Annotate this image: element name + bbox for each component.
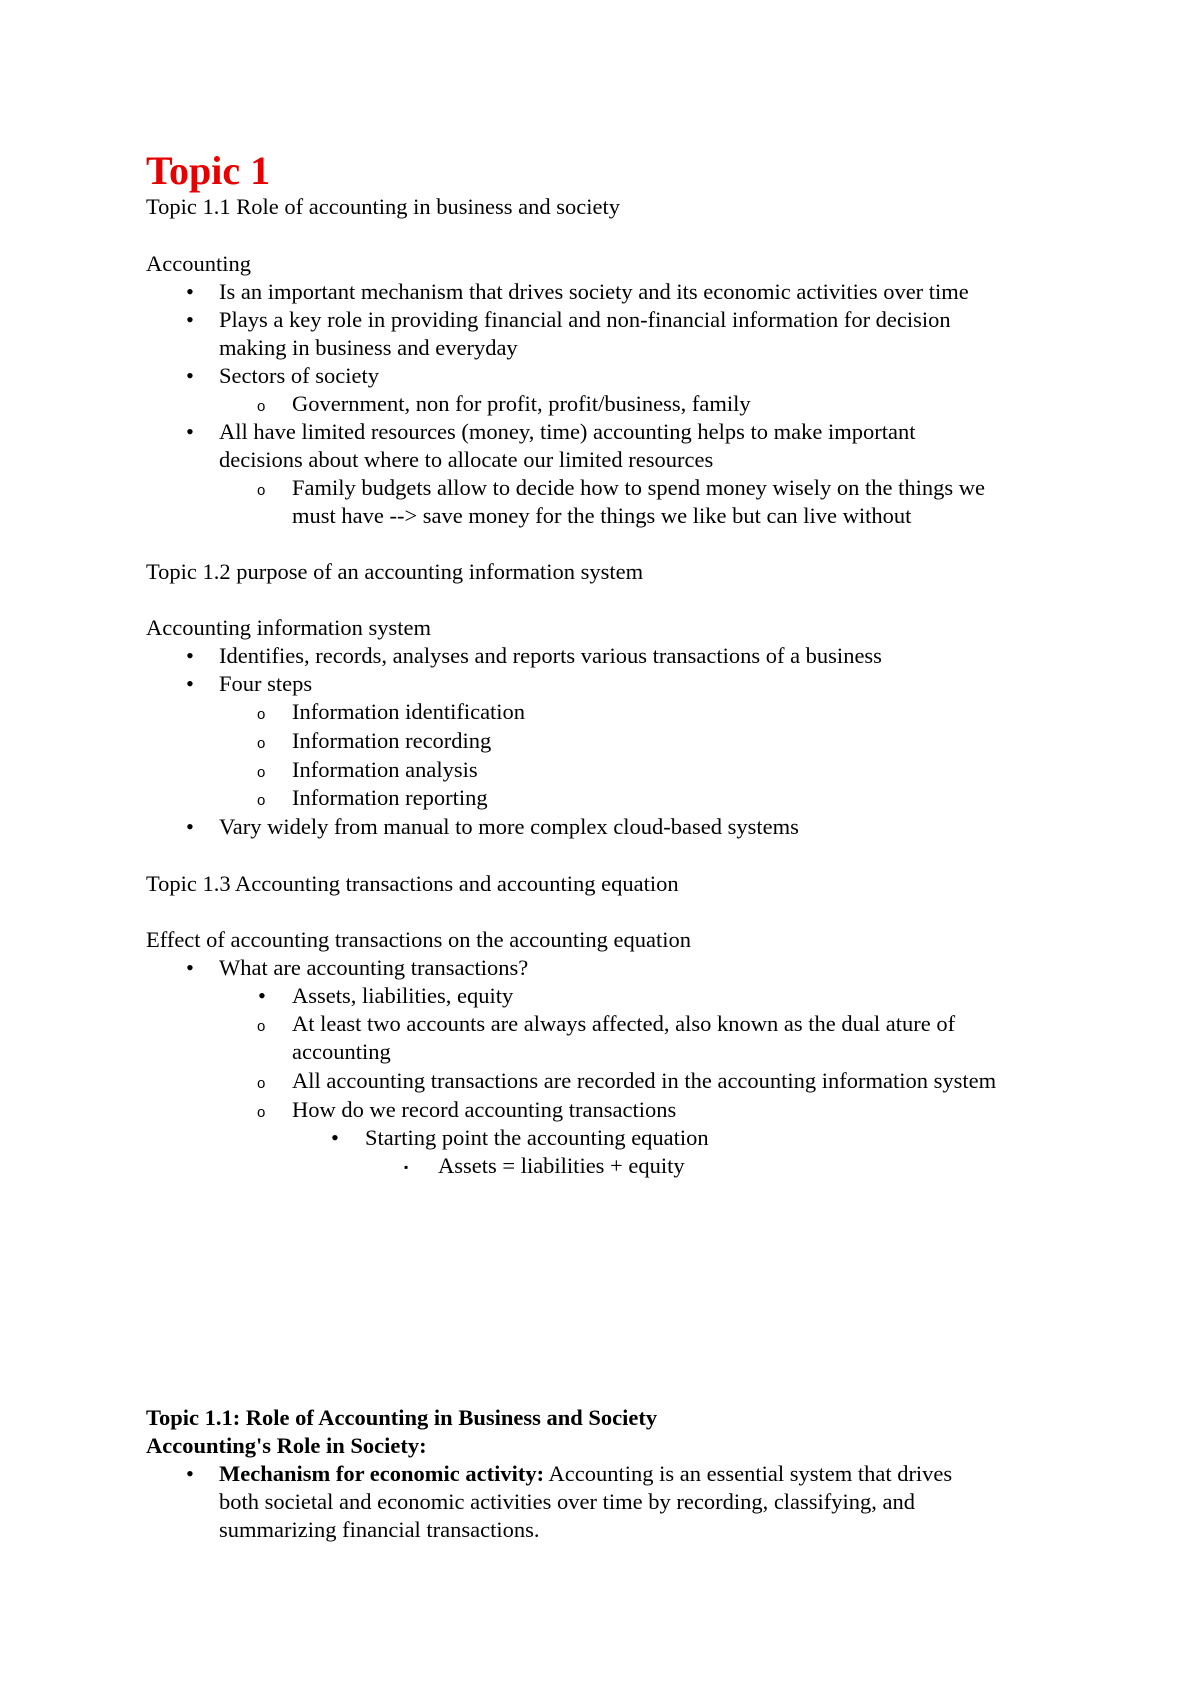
bullet-icon <box>186 418 194 446</box>
section-label: Accounting <box>146 251 251 276</box>
sub-bullet-icon: o <box>257 735 266 752</box>
list-item: Is an important mechanism that drives society and its economic activities over time <box>219 279 969 304</box>
sub-sub-list-item: Starting point the accounting equation <box>365 1125 709 1150</box>
sub-bullet-icon: o <box>257 706 266 723</box>
square-bullet-icon: ▪ <box>404 1160 409 1174</box>
sub-bullet-icon: o <box>257 1075 266 1092</box>
sub-list-item: At least two accounts are always affected, also known as the dual ature of <box>292 1011 956 1036</box>
sub-list-item: Assets, liabilities, equity <box>292 983 514 1008</box>
bullet-icon <box>258 982 266 1010</box>
section-label: Accounting information system <box>146 615 431 640</box>
sub-list-item: Information identification <box>292 699 526 724</box>
sub-bullet-icon: o <box>257 1104 266 1121</box>
list-item-text: Accounting is an essential system that drives <box>544 1461 953 1486</box>
sub-list-item-continuation: must have --> save money for the things we like but can live without <box>292 503 912 528</box>
list-item-continuation: both societal and economic activities over time by recording, classifying, and <box>219 1489 916 1514</box>
list-item: Sectors of society <box>219 363 379 388</box>
list-item: All have limited resources (money, time) accounting helps to make important <box>219 419 916 444</box>
sub-list-item: Information recording <box>292 728 492 753</box>
bullet-icon <box>186 306 194 334</box>
bullet-icon <box>331 1124 339 1152</box>
bullet-icon <box>186 642 194 670</box>
sub-list-item: Family budgets allow to decide how to spend money wisely on the things we <box>292 475 986 500</box>
list-item-continuation: making in business and everyday <box>219 335 518 360</box>
bullet-icon <box>186 362 194 390</box>
sub-list-item: Information reporting <box>292 785 488 810</box>
section-heading: Topic 1.1: Role of Accounting in Business and Society <box>146 1405 658 1430</box>
section-heading: Topic 1.2 purpose of an accounting information system <box>146 559 644 584</box>
list-item-continuation: summarizing financial transactions. <box>219 1517 540 1542</box>
list-item: Four steps <box>219 671 313 696</box>
list-item: Vary widely from manual to more complex cloud-based systems <box>219 814 799 839</box>
list-item <box>219 1460 952 1488</box>
section-heading: Topic 1.3 Accounting transactions and accounting equation <box>146 871 679 896</box>
sub-bullet-icon: o <box>257 398 266 415</box>
bullet-icon <box>186 278 194 306</box>
sub-list-item-continuation: accounting <box>292 1039 391 1064</box>
list-item: Plays a key role in providing financial and non-financial information for decision <box>219 307 951 332</box>
list-item-bold-lead: Mechanism for economic activity: <box>219 1461 545 1486</box>
bullet-icon <box>186 954 194 982</box>
sub-bullet-icon: o <box>257 1018 266 1035</box>
sub-bullet-icon: o <box>257 764 266 781</box>
sub-bullet-icon: o <box>257 792 266 809</box>
sub-list-item: How do we record accounting transactions <box>292 1097 677 1122</box>
sub-list-item: All accounting transactions are recorded in the accounting information system <box>292 1068 997 1093</box>
document-title: Topic 1 <box>146 148 271 193</box>
section-label: Effect of accounting transactions on the accounting equation <box>146 927 692 952</box>
section-subheading: Accounting's Role in Society: <box>146 1433 427 1458</box>
sub-list-item: Information analysis <box>292 757 478 782</box>
bullet-icon <box>186 670 194 698</box>
bullet-icon <box>186 1460 194 1488</box>
section-heading: Topic 1.1 Role of accounting in business and society <box>146 194 620 219</box>
sub-list-item: Government, non for profit, profit/business, family <box>292 391 751 416</box>
bullet-icon <box>186 813 194 841</box>
sub-bullet-icon: o <box>257 482 266 499</box>
list-item: What are accounting transactions? <box>219 955 529 980</box>
sub-sub-sub-list-item: Assets = liabilities + equity <box>438 1153 685 1178</box>
list-item-continuation: decisions about where to allocate our limited resources <box>219 447 714 472</box>
list-item: Identifies, records, analyses and reports various transactions of a business <box>219 643 882 668</box>
